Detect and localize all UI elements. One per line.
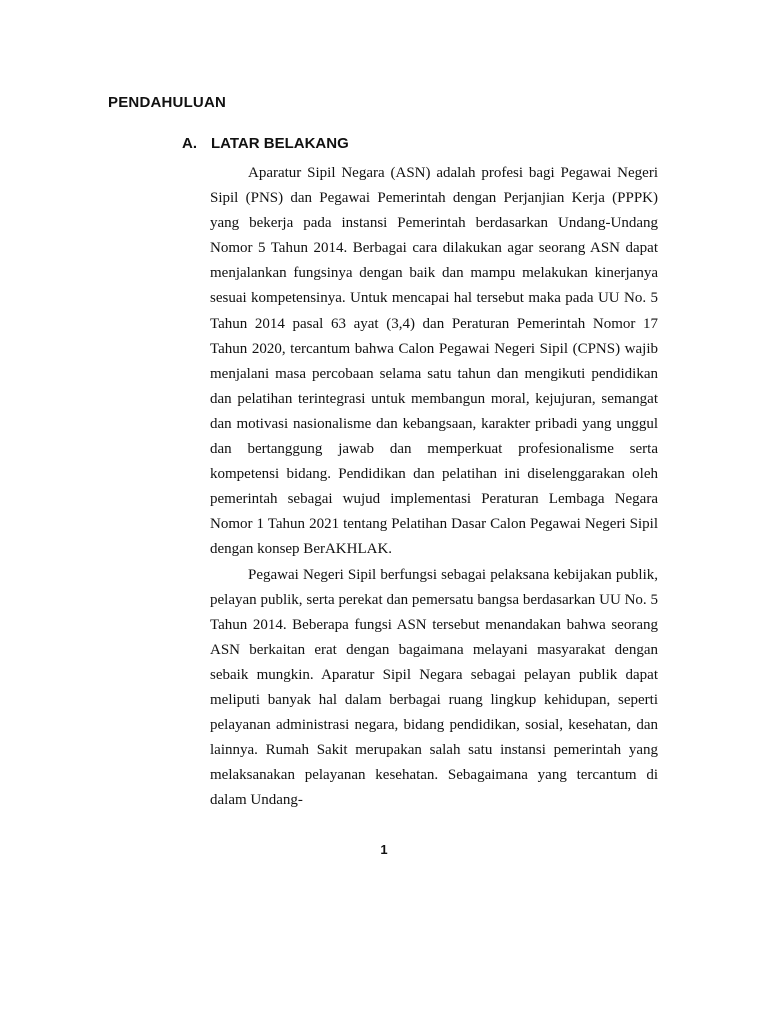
section-heading — [182, 135, 349, 152]
chapter-title: PENDAHULUAN — [108, 94, 227, 111]
section-heading-text: LATAR BELAKANG — [211, 135, 349, 152]
paragraph-2: Pegawai Negeri Sipil berfungsi sebagai pelaksana kebijakan publik, pelayan publik, serta perekat dan pemersatu bangsa berdasarkan UU No. 5 Tahun 2014. Beberapa fungsi ASN tersebut menandakan bahwa seorang ASN berkaitan erat dengan bagaimana melayani masyarakat dengan sebaik mungkin. Aparatur Sipil Negara sebagai pelayan publik dapat meliputi banyak hal dalam berbagai ruang lingkup kehidupan, seperti pelayanan administrasi negara, bidang pendidikan, sosial, kesehatan, dan lainnya. Rumah Sakit merupakan salah satu instansi pemerintah yang melaksanakan pelayanan kesehatan. Sebagaimana yang tercantum di dalam Undang- — [210, 566, 658, 809]
section-number: A. — [182, 135, 197, 152]
paragraph-1: Aparatur Sipil Negara (ASN) adalah profesi bagi Pegawai Negeri Sipil (PNS) dan Pegawai Pemerintah dengan Perjanjian Kerja (PPPK) yang bekerja pada instansi Pemerintah berdasarkan Undang-Undang Nomor 5 Tahun 2014. Berbagai cara dilakukan agar seorang ASN dapat menjalankan fungsinya dengan baik dan mampu melakukan kinerjanya sesuai kompetensinya. Untuk mencapai hal tersebut maka pada UU No. 5 Tahun 2014 pasal 63 ayat (3,4) dan Peraturan Pemerintah Nomor 17 Tahun 2020, tercantum bahwa Calon Pegawai Negeri Sipil (CPNS) wajib menjalani masa percobaan selama satu tahun dan mengikuti pendidikan dan pelatihan terintegrasi untuk membangun moral, kejujuran, semangat dan motivasi nasionalisme dan kebangsaan, karakter pribadi yang unggul dan bertanggung jawab dan memperkuat profesionalisme serta kompetensi bidang. Pendidikan dan pelatihan ini diselenggarakan oleh pemerintah sebagai wujud implementasi Peraturan Lembaga Negara Nomor 1 Tahun 2021 tentang Pelatihan Dasar Calon Pegawai Negeri Sipil dengan konsep BerAKHLAK. — [210, 165, 658, 558]
page-number: 1 — [380, 842, 388, 857]
body-text — [210, 161, 658, 813]
